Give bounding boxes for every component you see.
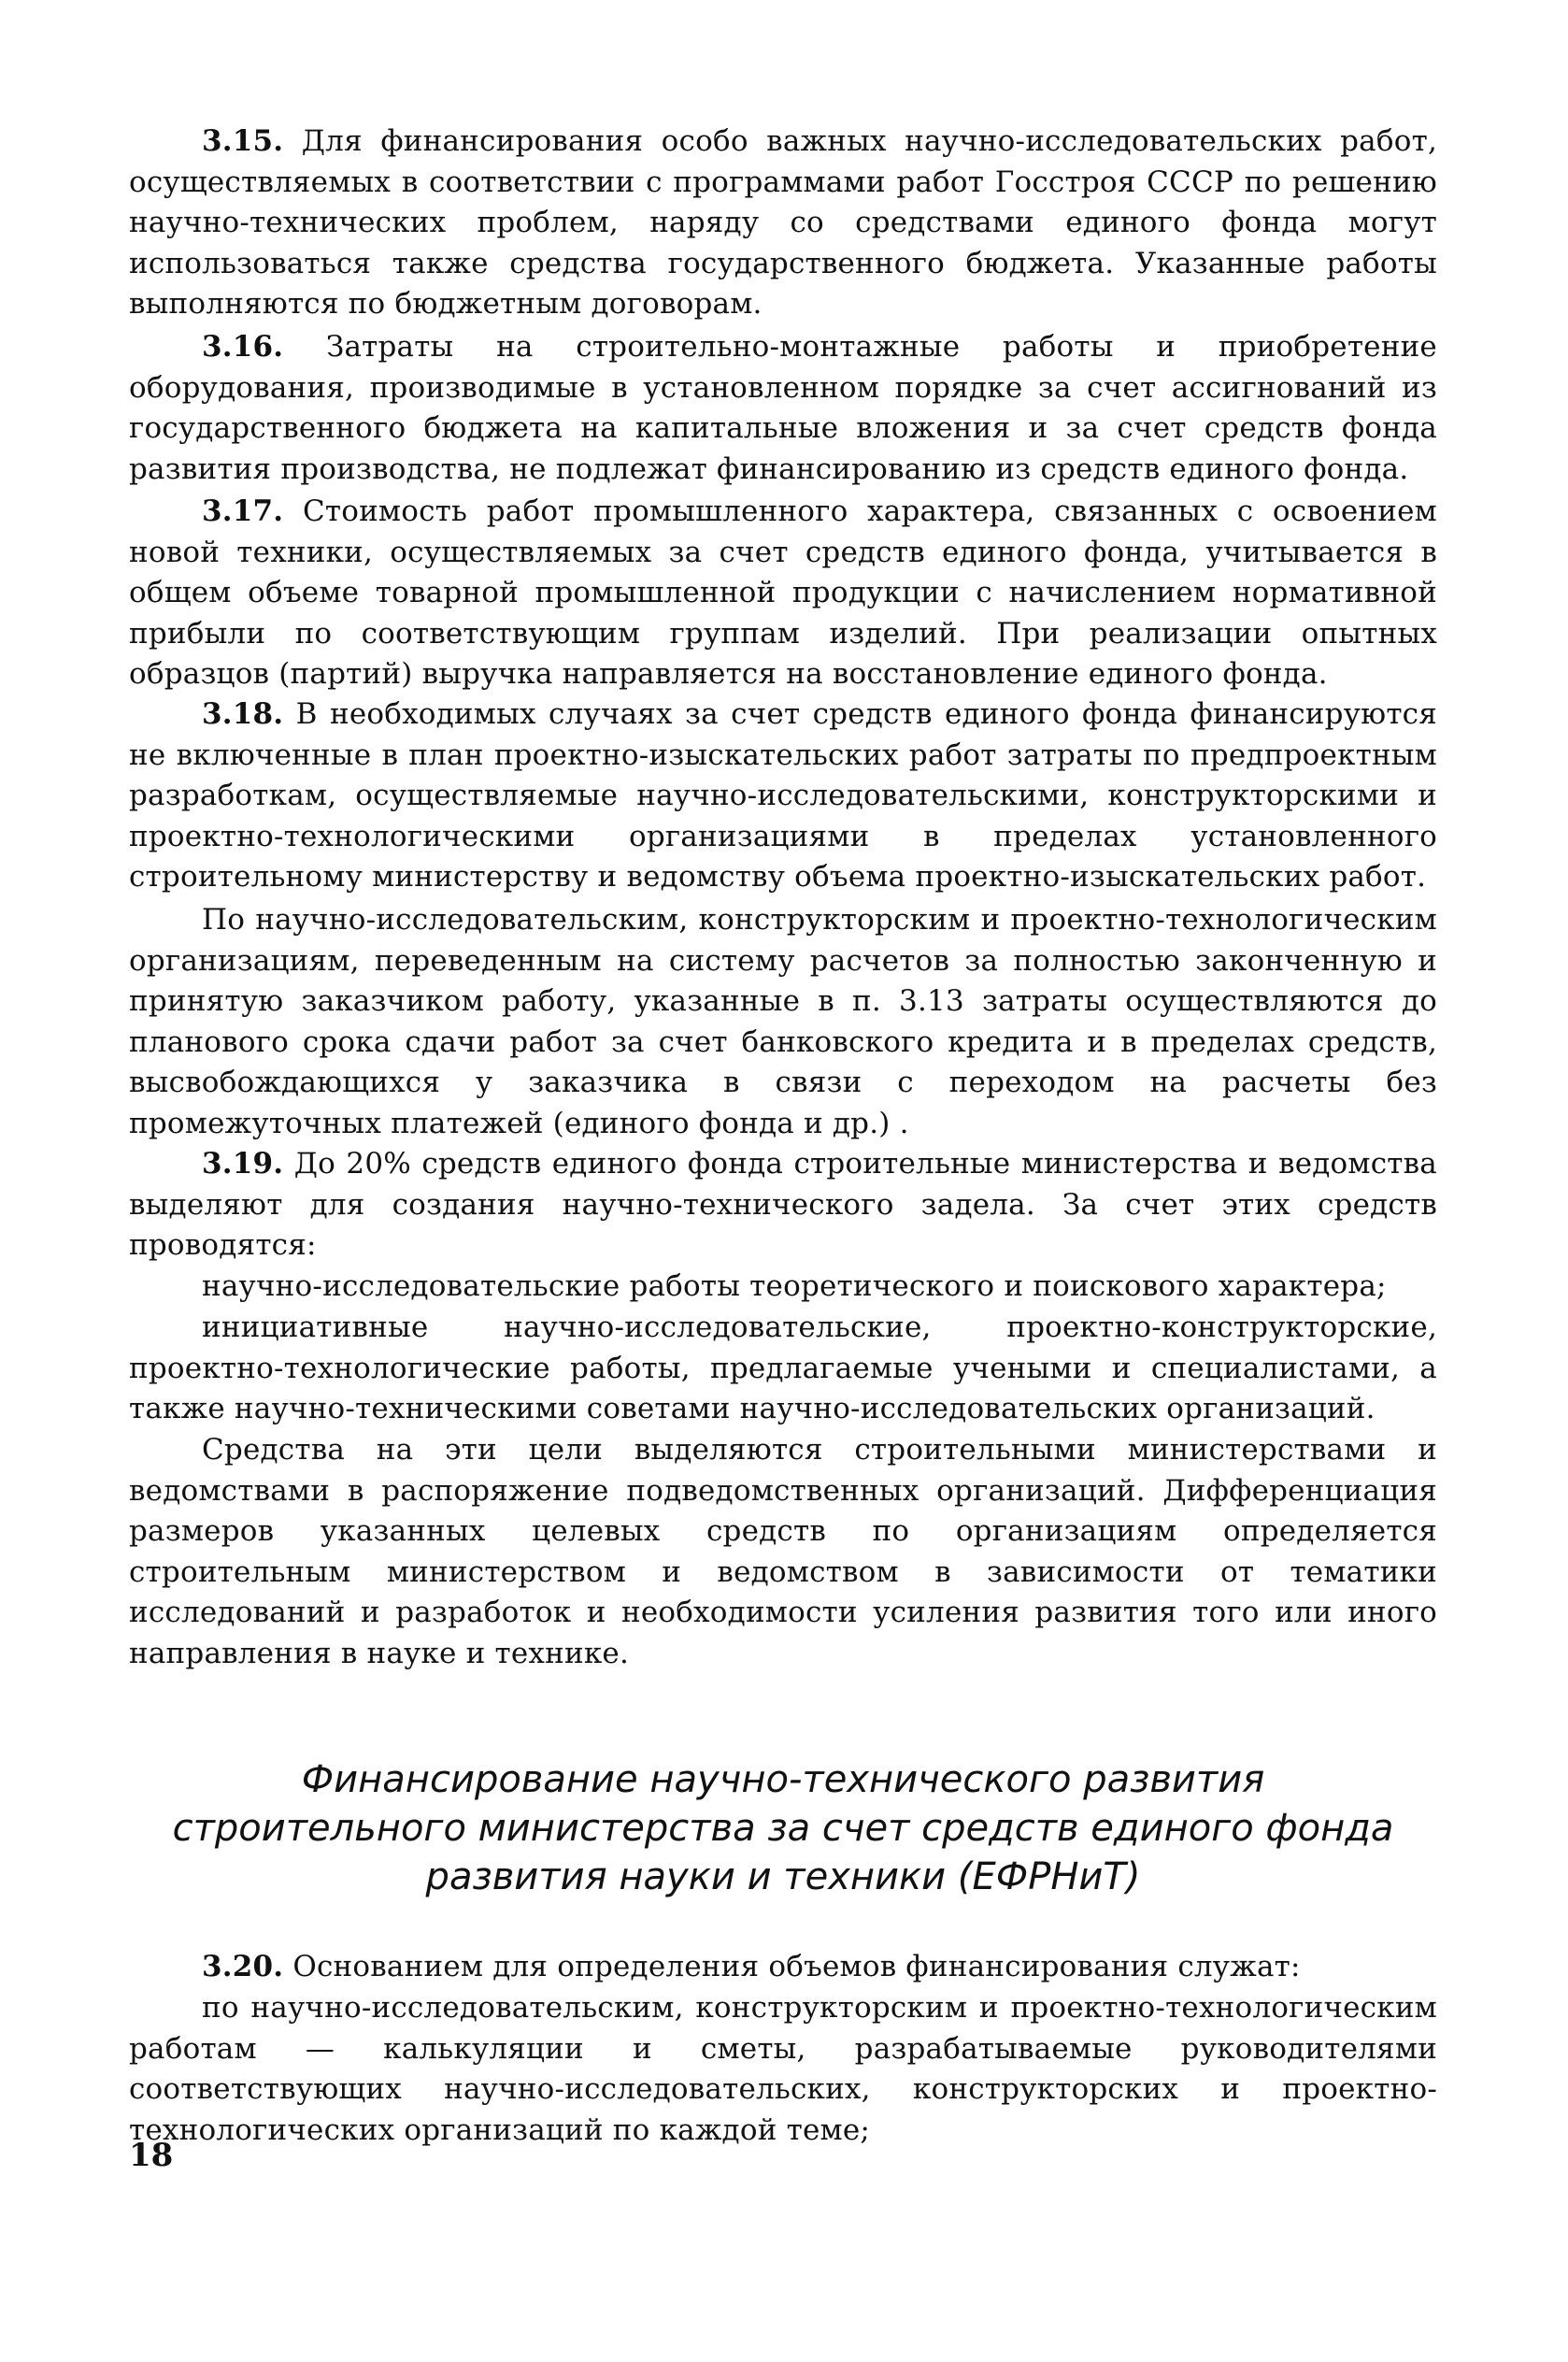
- paragraph-3-18: [129, 694, 1437, 898]
- paragraph-3-16: [129, 327, 1437, 490]
- list-item-theoretical-research: [129, 1267, 1437, 1308]
- paragraph-funds-allocation: [129, 1430, 1437, 1674]
- item-number: 3.20.: [202, 1950, 284, 1983]
- paragraph-text: По научно-исследовательским, конструкторским и проектно-технологическим организациям, переведенным на систему расчетов за полностью законченную и принятую заказчиком работу, указанные в п. 3.13 затраты осуществляются до планового срока сдачи работ за счет банковского кредита и в пределах средств, высвобождающихся у заказчика в связи с переходом на расчеты без промежуточных платежей (единого фонда и др.) .: [129, 903, 1437, 1140]
- paragraph-3-19: [129, 1144, 1437, 1267]
- paragraph-text: Для финансирования особо важных научно-исследовательских работ, осуществляемых в соответствии с программами работ Госстроя СССР по решению научно-технических проблем, наряду со средствами единого фонда могут использоваться также средства государственного бюджета. Указанные работы выполняются по бюджетным договорам.: [129, 124, 1437, 321]
- paragraph-text: научно-исследовательские работы теоретического и поискового характера;: [202, 1269, 1387, 1303]
- section-heading-line-3: развития науки и техники (ЕФРНиТ): [425, 1855, 1141, 1898]
- item-number: 3.15.: [202, 124, 284, 158]
- paragraph-text: по научно-исследовательским, конструкторским и проектно-технологическим работам — калькуляции и сметы, разрабатываемые руководителями соответствующих научно-исследовательских, конструкторских и проектно-технологических организаций по каждой теме;: [129, 1991, 1437, 2147]
- paragraph-text: До 20% средств единого фонда строительные министерства и ведомства выделяют для создания научно-технического задела. За счет этих средств проводятся:: [129, 1147, 1437, 1262]
- item-number: 3.17.: [202, 494, 284, 528]
- page-number: 18: [129, 2137, 174, 2174]
- paragraph-3-17: [129, 492, 1437, 695]
- paragraph-text: инициативные научно-исследовательские, проектно-конструкторские, проектно-технологические работы, предлагаемые учеными и специалистами, а также научно-техническими советами научно-исследовательских организаций.: [129, 1310, 1437, 1425]
- paragraph-text: Затраты на строительно-монтажные работы и приобретение оборудования, производимые в установленном порядке за счет ассигнований из государственного бюджета на капитальные вложения и за счет средств фонда развития производства, не подлежат финансированию из средств единого фонда.: [129, 330, 1437, 486]
- paragraph-text: Стоимость работ промышленного характера, связанных с освоением новой техники, осуществляемых за счет средств единого фонда, учитывается в общем объеме товарной промышленной продукции с начислением нормативной прибыли по соответствующим группам изделий. При реализации опытных образцов (партий) выручка направляется на восстановление единого фонда.: [129, 494, 1437, 691]
- paragraph-text: Основанием для определения объемов финансирования служат:: [292, 1950, 1301, 1983]
- item-number: 3.18.: [202, 697, 284, 731]
- section-heading-line-2: строительного министерства за счет средств единого фонда: [172, 1807, 1394, 1850]
- paragraph-text: Средства на эти цели выделяются строительными министерствами и ведомствами в распоряжение подведомственных организаций. Дифференциация размеров указанных целевых средств по организациям определяется строительным министерством и ведомством в зависимости от тематики исследований и разработок и необходимости усиления развития того или иного направления в науке и технике.: [129, 1433, 1437, 1670]
- section-heading: [129, 1755, 1437, 1901]
- paragraph-3-18-continued: [129, 900, 1437, 1144]
- item-number: 3.16.: [202, 330, 284, 364]
- list-item-calculations: [129, 1988, 1437, 2151]
- paragraph-text: В необходимых случаях за счет средств единого фонда финансируются не включенные в план проектно-изыскательских работ затраты по предпроектным разработкам, осуществляемые научно-исследовательскими, конструкторскими и проектно-технологическими организациями в пределах установленного строительному министерству и ведомству объема проектно-изыскательских работ.: [129, 697, 1437, 894]
- list-item-initiative-works: [129, 1308, 1437, 1430]
- paragraph-3-20: [129, 1947, 1437, 1988]
- item-number: 3.19.: [202, 1147, 284, 1181]
- paragraph-3-15: [129, 122, 1437, 325]
- section-heading-line-1: Финансирование научно-технического развития: [301, 1758, 1265, 1801]
